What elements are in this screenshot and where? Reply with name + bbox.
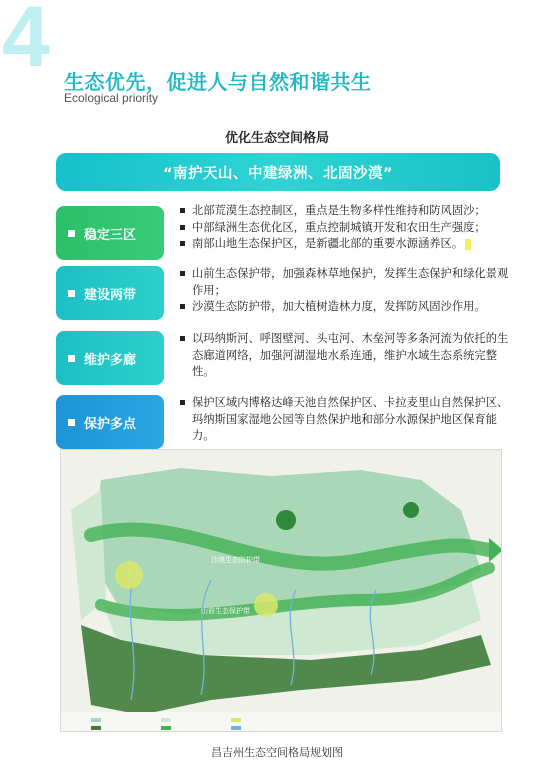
- protected-point-marker: [403, 502, 419, 518]
- square-bullet-icon: [68, 290, 75, 297]
- tag-build-two-belts: [56, 266, 164, 320]
- tag-label: 建设两带: [84, 287, 137, 303]
- row-items: [180, 331, 516, 381]
- list-item: 以玛纳斯河、呼图壁河、头屯河、木垒河等多条河流为依托的生态廊道网络，加强河湖湿地水系连通，维护水域生态系统完整性。: [180, 331, 516, 381]
- square-bullet-icon: [68, 230, 75, 237]
- row-items: [180, 395, 516, 445]
- row-stabilize-three-zones: [56, 203, 516, 257]
- map-legend: [61, 712, 502, 732]
- list-item: 保护区域内博格达峰天池自然保护区、卡拉麦里山自然保护区、玛纳斯国家湿地公园等自然保护地和部分水源保护地区保育能力。: [180, 395, 516, 445]
- desert-belt-label: 沙漠生态防护带: [211, 556, 260, 564]
- protected-point-marker: [254, 593, 278, 617]
- chapter-subtitle: Ecological priority: [64, 91, 159, 105]
- row-maintain-corridors: [56, 331, 516, 387]
- row-build-two-belts: [56, 266, 516, 322]
- slogan-banner: [56, 153, 500, 191]
- map-graphic: [61, 450, 502, 732]
- square-bullet-icon: [68, 355, 75, 362]
- map-caption: 昌吉州生态空间格局规划图: [211, 746, 343, 759]
- square-bullet-icon: [68, 419, 75, 426]
- list-item: 北部荒漠生态控制区，重点是生物多样性维持和防风固沙；: [180, 203, 516, 220]
- chapter-number: 4: [2, 0, 50, 85]
- protected-point-marker: [276, 510, 296, 530]
- ecological-pattern-map: [60, 449, 502, 732]
- slogan-text: “南护天山、中建绿洲、北固沙漠”: [162, 165, 394, 182]
- tag-protect-points: [56, 395, 164, 449]
- row-items: [180, 266, 516, 316]
- protected-point-marker: [115, 561, 143, 589]
- tag-label: 保护多点: [84, 416, 137, 432]
- row-protect-points: [56, 395, 516, 449]
- section-title: 优化生态空间格局: [224, 131, 329, 146]
- chapter-title: 生态优先，促进人与自然和谐共生: [64, 70, 372, 94]
- mountain-belt-label: 山前生态保护带: [201, 607, 250, 615]
- tag-stabilize-three-zones: [56, 206, 164, 260]
- tag-maintain-corridors: [56, 331, 164, 385]
- row-items: [180, 203, 516, 253]
- tag-label: 稳定三区: [84, 227, 137, 243]
- tag-label: 维护多廊: [84, 352, 137, 368]
- list-item: 沙漠生态防护带，加大植树造林力度，发挥防风固沙作用。: [180, 299, 516, 316]
- list-item: 山前生态保护带，加强森林草地保护，发挥生态保护和绿化景观 作用；: [180, 266, 516, 299]
- list-item: 南部山地生态保护区，是新疆北部的重要水源涵养区。: [180, 236, 516, 253]
- list-item: 中部绿洲生态优化区，重点控制城镇开发和农田生产强度；: [180, 220, 516, 237]
- highlight-mark-icon: [465, 239, 471, 250]
